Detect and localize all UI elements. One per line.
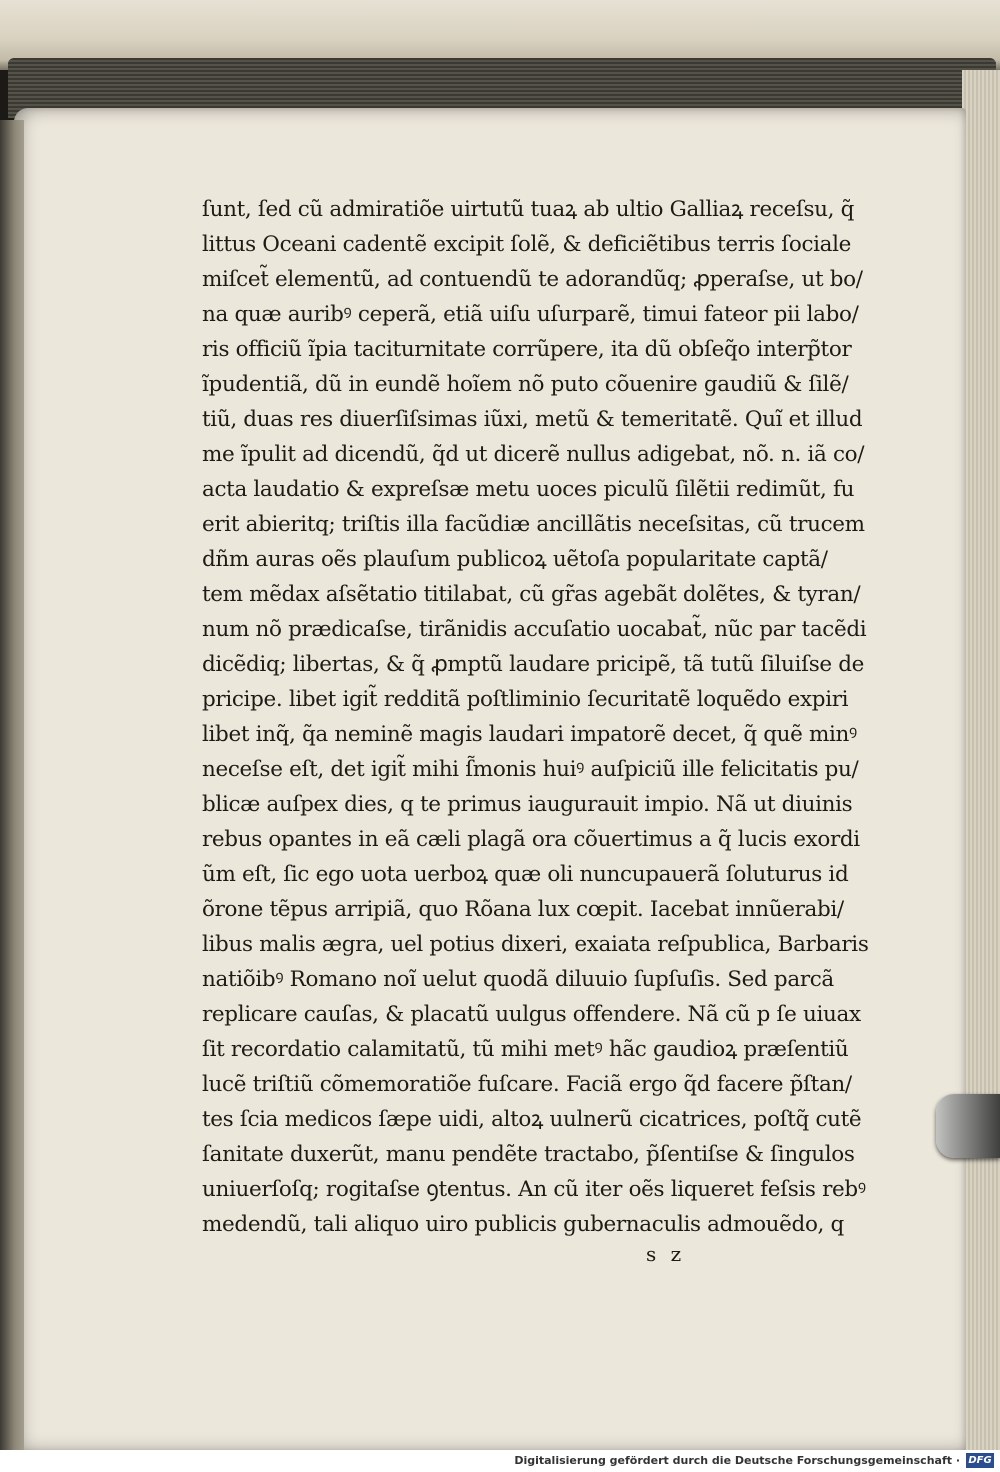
book-clasp [936, 1094, 1000, 1158]
text-line: õrone tẽpus arripiã, quo Rõana lux cœpit. Iacebat innũerabi/ [202, 897, 844, 922]
text-line: acta laudatio & expreſsæ metu uoces piculũ ſilẽtii redimũt, fu [202, 477, 855, 502]
text-line: replicare cauſas, & placatũ uulgus offendere. Nã cũ p ſe uiuax [202, 1002, 861, 1027]
text-line: dicẽdiq; libertas, & q̃ ꝓmptũ laudare pricipẽ, tã tutũ ſiluiſse de [202, 652, 865, 677]
text-line: tiũ, duas res diuerſiſsimas iũxi, metũ & temeritatẽ. Quĩ et illud [202, 407, 863, 432]
text-line: natiõibꝰ Romano noĩ uelut quodã diluuio ſupſuſis. Sed parcã [202, 967, 834, 992]
footer-bar [0, 1450, 1000, 1472]
footer-credit: Digitalisierung gefördert durch die Deutsche Forschungsgemeinschaft · [514, 1454, 960, 1467]
text-line: dñm auras oẽs plauſum publicoꝝ uẽtoſa popularitate captã/ [202, 547, 828, 572]
text-line: littus Oceani cadentẽ excipit ſolẽ, & deficiẽtibus terris ſociale [202, 232, 852, 257]
page-text [202, 192, 869, 1242]
text-line: lucẽ triſtiũ cõmemoratiõe fuſcare. Faciã ergo q̃d facere p̃ſtan/ [202, 1072, 852, 1097]
text-line: ĩpudentiã, dũ in eundẽ hoĩem nõ puto cõuenire gaudiũ & ſilẽ/ [202, 372, 849, 397]
text-line: rebus opantes in eã cæli plagã ora cõuertimus a q̃ lucis exordi [202, 827, 860, 852]
fore-edge [962, 70, 1000, 1450]
facing-page-fragment [0, 120, 24, 1450]
text-line: libus malis ægra, uel potius dixeri, exaiata reſpublica, Barbaris [202, 932, 869, 957]
text-line: na quæ auribꝰ ceperã, etiã uiſu uſurparẽ, timui fateor pii labo/ [202, 302, 859, 327]
text-line: me ĩpulit ad dicendũ, q̃d ut dicerẽ nullus adigebat, nõ. n. iã co/ [202, 442, 865, 467]
text-line: uniuerſoſq; rogitaſse ꝯtentus. An cũ iter oẽs liqueret feſsis rebꝰ [202, 1177, 866, 1202]
text-line: tes ſcia medicos ſæpe uidi, altoꝝ uulnerũ cicatrices, poſtq̃ cutẽ [202, 1107, 862, 1132]
text-line: medendũ, tali aliquo uiro publicis gubernaculis admouẽdo, q [202, 1212, 844, 1237]
text-line: blicæ auſpex dies, q te primus iaugurauit impio. Nã ut diuinis [202, 792, 853, 817]
text-line: tem mẽdax aſsẽtatio titilabat, cũ gr̃as agebãt dolẽtes, & tyran/ [202, 582, 861, 607]
signature-mark: s z [646, 1242, 686, 1266]
text-line: ũm eſt, ſic ego uota uerboꝝ quæ oli nuncupauerã ſoluturus id [202, 862, 849, 887]
text-line: erit abieritq; triſtis illa facũdiæ ancillãtis neceſsitas, cũ trucem [202, 512, 865, 537]
dfg-logo-icon: DFG [966, 1453, 994, 1468]
text-line: ſit recordatio calamitatũ, tũ mihi metꝰ hãc gaudioꝝ præſentiũ [202, 1037, 849, 1062]
text-line: ris officiũ ĩpia taciturnitate corrũpere, ita dũ obſeq̃o interp̃tor [202, 337, 852, 362]
text-line: neceſse eſt, det igit̃ mihi ſ̃monis huiꝰ auſpiciũ ille felicitatis pu/ [202, 757, 859, 782]
text-line: libet inq̃, q̃a neminẽ magis laudari impatorẽ decet, q̃ quẽ minꝰ [202, 722, 857, 747]
text-line: ſanitate duxerũt, manu pendẽte tractabo, p̃ſentiſse & ſingulos [202, 1142, 855, 1167]
text-line: ſunt, ſed cũ admiratiõe uirtutũ tuaꝝ ab ultio Galliaꝝ receſsu, q̃ [202, 197, 855, 222]
text-line: miſcet̃ elementũ, ad contuendũ te adorandũq; ꝓperaſse, ut bo/ [202, 267, 863, 292]
text-line: num nõ prædicaſse, tirãnidis accuſatio uocabat̃, nũc par tacẽdi [202, 617, 867, 642]
text-line: pricipe. libet igit̃ redditã poſtliminio ſecuritatẽ loquẽdo expiri [202, 687, 849, 712]
